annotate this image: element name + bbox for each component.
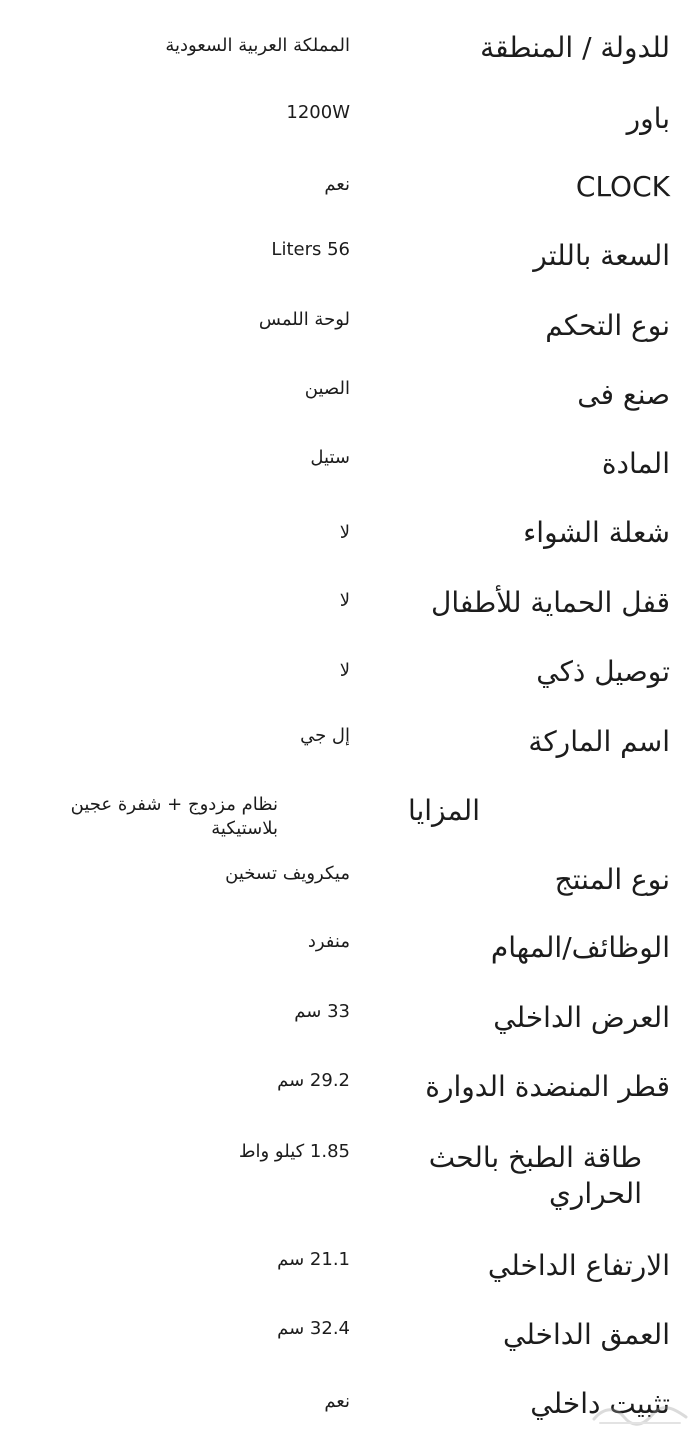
spec-row: [0, 515, 700, 575]
spec-label: المادة: [601, 447, 670, 480]
spec-label: نوع التحكم: [545, 309, 670, 342]
spec-label: المزايا: [407, 794, 480, 827]
spec-value: 33 سم: [294, 1001, 350, 1022]
spec-label: اسم الماركة: [528, 725, 670, 758]
spec-label: نوع المنتج: [554, 863, 670, 896]
spec-value: منفرد: [307, 931, 350, 952]
spec-label: صنع فى: [577, 378, 670, 411]
spec-value: 1200W: [286, 102, 350, 123]
spec-row: [0, 446, 700, 506]
spec-row: [0, 1069, 700, 1129]
spec-label: السعة باللتر: [533, 239, 670, 272]
spec-value: نظام مزدوج + شفرة عجين بلاستيكية: [70, 794, 278, 839]
spec-label: العرض الداخلي: [493, 1001, 670, 1034]
spec-value: 21.1 سم: [277, 1249, 350, 1270]
spec-value: نعم: [324, 174, 350, 195]
spec-label: الارتفاع الداخلي: [487, 1249, 670, 1282]
spec-row: [0, 1000, 700, 1060]
spec-label: تثبيت داخلي: [530, 1387, 670, 1420]
spec-value: لا: [339, 522, 350, 543]
spec-value: لا: [339, 660, 350, 681]
spec-row: [0, 30, 700, 90]
spec-row: [0, 169, 700, 229]
spec-value: ستيل: [310, 447, 350, 468]
spec-row: [0, 1140, 700, 1220]
spec-label: باور: [626, 102, 670, 135]
haraj-logo-icon: [590, 1401, 690, 1429]
spec-value: إل جي: [300, 725, 350, 746]
spec-row: [0, 1317, 700, 1377]
spec-label: CLOCK: [575, 170, 670, 203]
spec-label: توصيل ذكي: [536, 655, 670, 688]
spec-value: لوحة اللمس: [258, 309, 350, 330]
spec-value: 1.85 كيلو واط: [238, 1141, 350, 1162]
spec-value: 29.2 سم: [277, 1070, 350, 1091]
spec-label: قفل الحماية للأطفال: [430, 586, 670, 619]
spec-value: نعم: [324, 1391, 350, 1412]
spec-label: الوظائف/المهام: [490, 931, 670, 964]
spec-label: شعلة الشواء: [523, 516, 670, 549]
spec-row: [0, 101, 700, 161]
spec-row: [0, 238, 700, 298]
spec-row: [0, 654, 700, 714]
spec-value: Liters 56: [271, 239, 350, 260]
spec-label: للدولة / المنطقة: [480, 31, 670, 64]
spec-label: العمق الداخلي: [503, 1318, 670, 1351]
haraj-logo-icon: [590, 1401, 690, 1429]
spec-label: قطر المنضدة الدوارة: [425, 1070, 670, 1103]
spec-row: [0, 930, 700, 990]
spec-value: لا: [339, 590, 350, 611]
spec-label: طاقة الطبخ بالحث الحراري: [428, 1141, 642, 1210]
spec-row: [0, 585, 700, 645]
spec-row: [0, 308, 700, 368]
spec-row: [0, 793, 700, 857]
spec-row: [0, 1248, 700, 1308]
spec-value: المملكة العربية السعودية: [165, 35, 350, 56]
spec-value: الصين: [304, 378, 350, 399]
spec-value: ميكرويف تسخين: [225, 863, 350, 884]
spec-row: [0, 862, 700, 922]
spec-row: [0, 724, 700, 784]
spec-row: [0, 377, 700, 437]
spec-value: 32.4 سم: [277, 1318, 350, 1339]
